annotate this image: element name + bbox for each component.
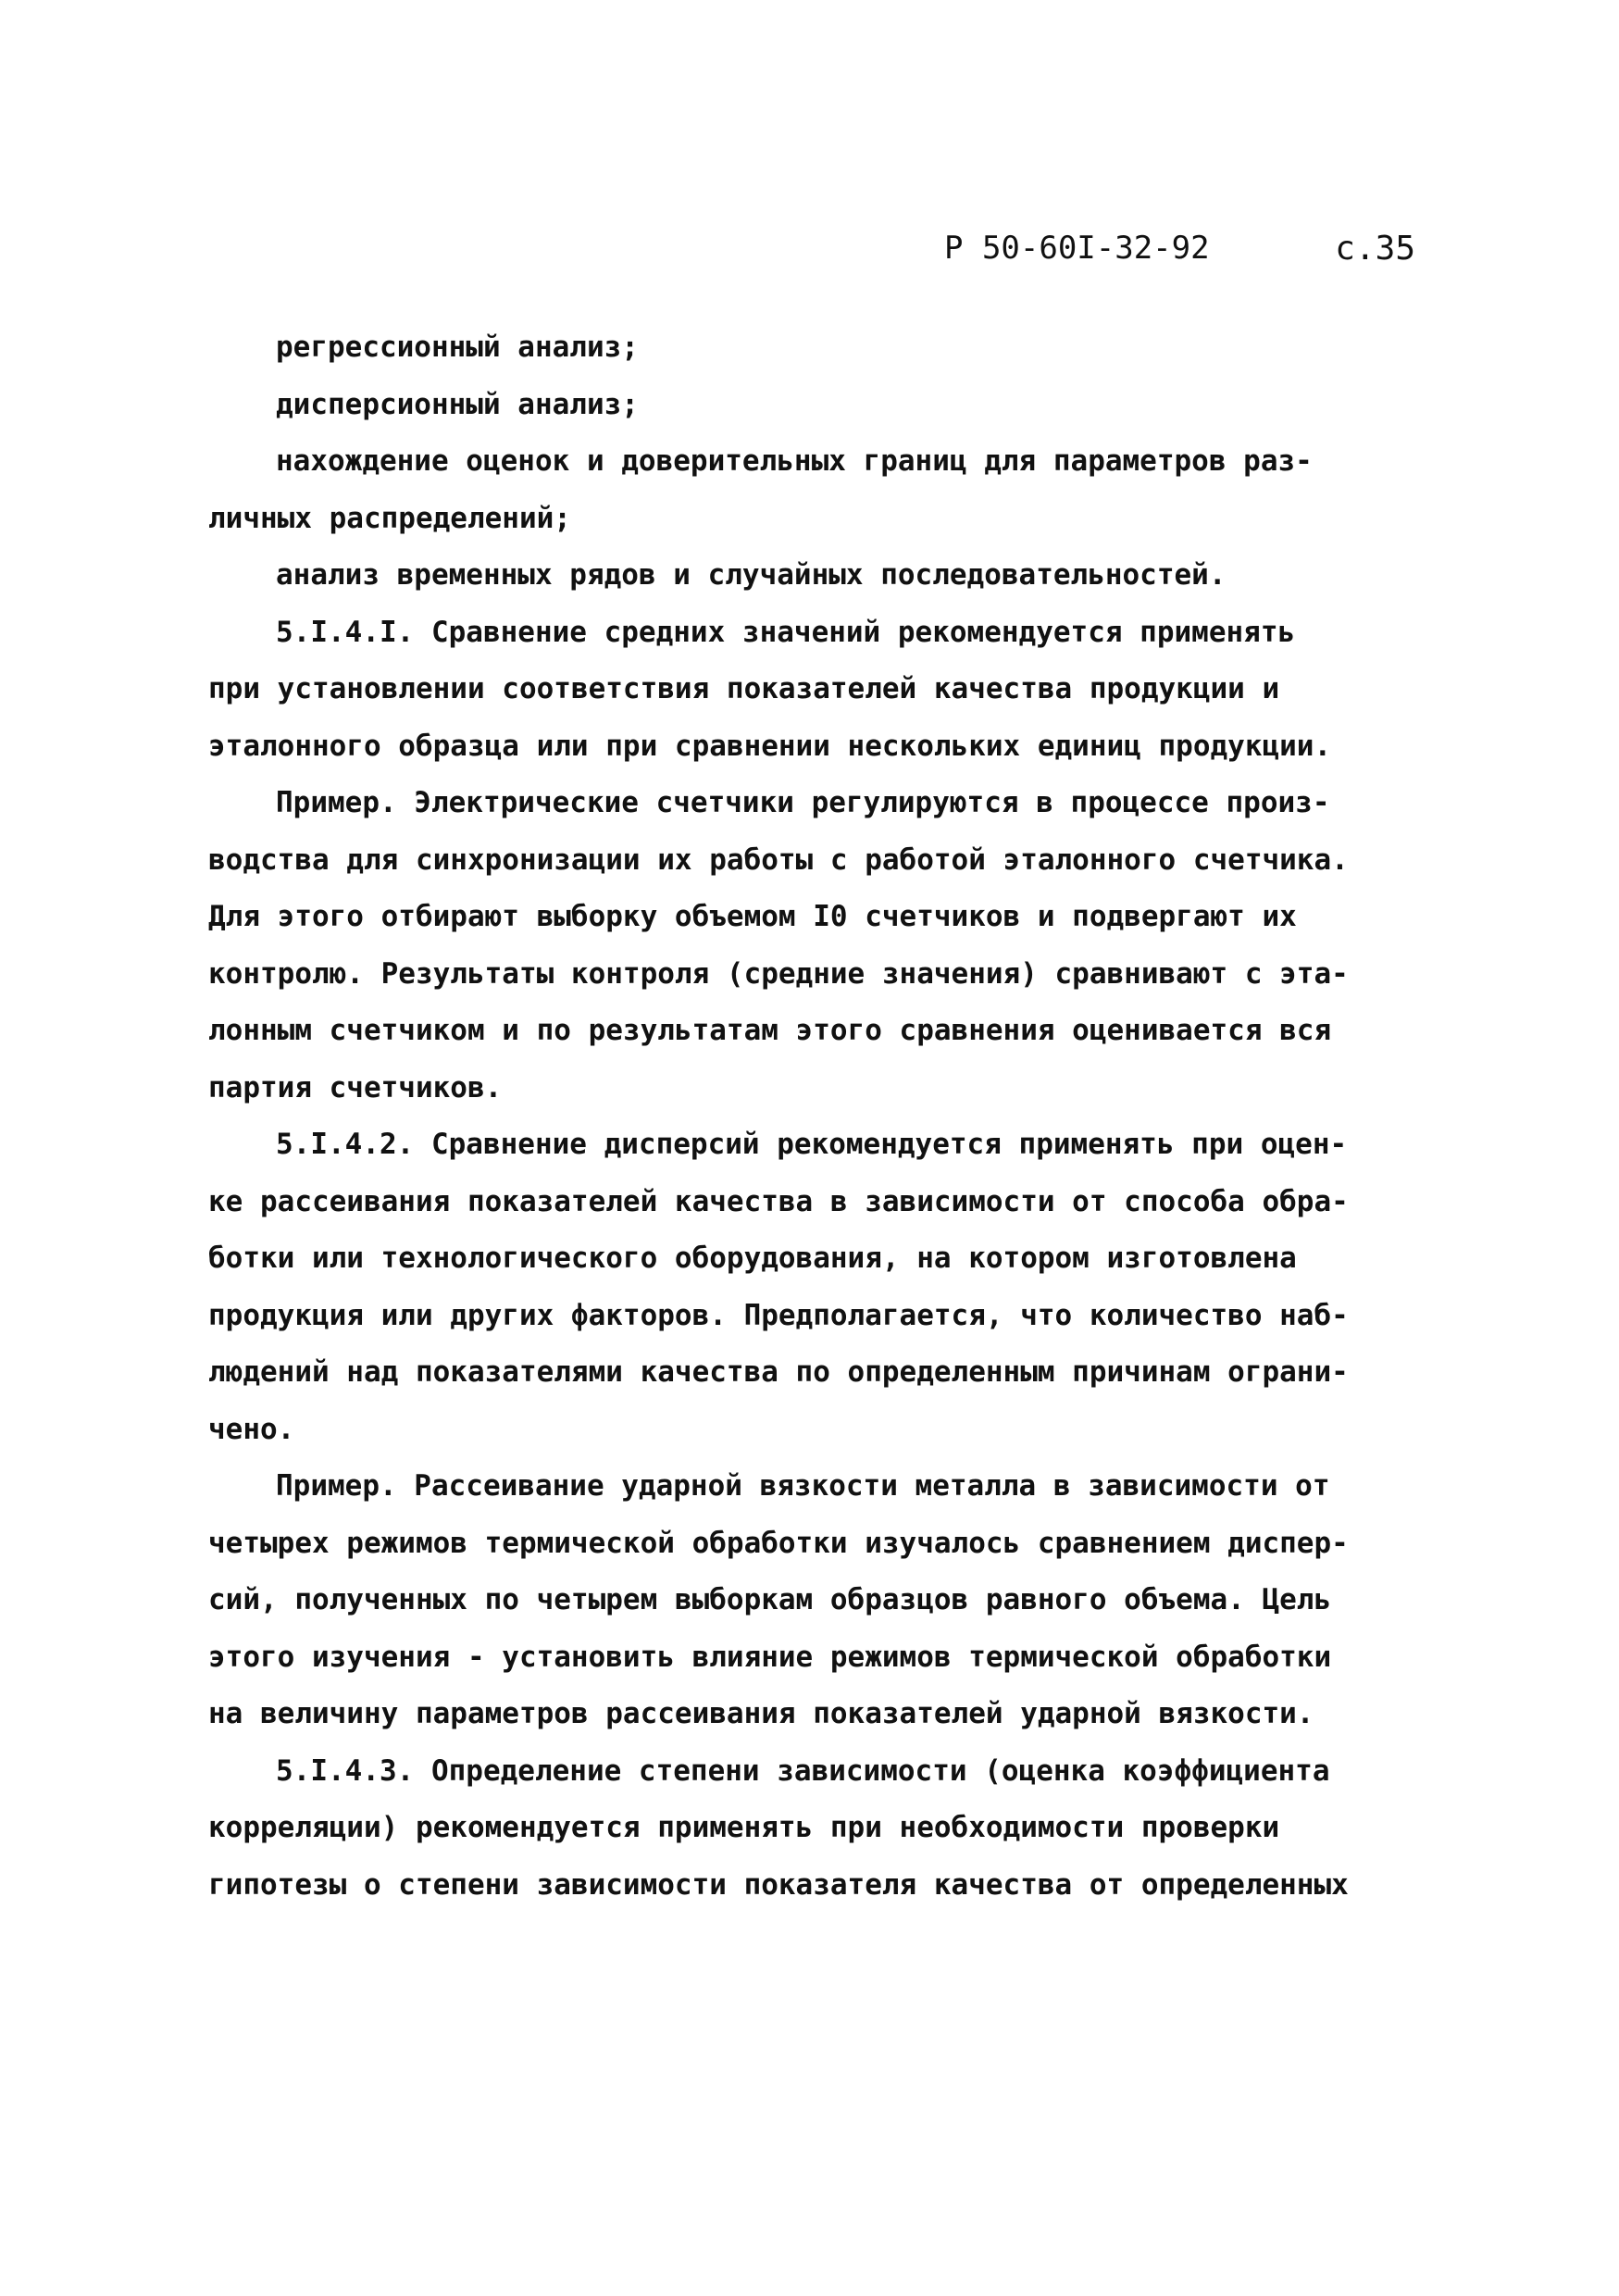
text-line: эталонного образца или при сравнении нескольких единиц продукции. (208, 729, 1332, 763)
text-line: на величину параметров рассеивания показателей ударной вязкости. (208, 1697, 1314, 1730)
document-body (208, 319, 1412, 1914)
text-line: этого изучения - установить влияние режимов термической обработки (208, 1640, 1332, 1674)
text-line: людений над показателями качества по определенным причинам ограни- (208, 1355, 1349, 1389)
text-line: ботки или технологического оборудования, на котором изготовлена (208, 1242, 1297, 1275)
text-line: ке рассеивания показателей качества в зависимости от способа обра- (208, 1184, 1349, 1218)
text-line: личных распределений; (208, 501, 571, 535)
text-line: при установлении соответствия показателей качества продукции и (208, 672, 1280, 705)
paragraph-start: 5.I.4.I. Сравнение средних значений рекомендуется применять (276, 615, 1296, 649)
text-line: регрессионный анализ; (276, 331, 639, 364)
example-start: Пример. Электрические счетчики регулируются в процессе произ- (276, 786, 1330, 819)
page-header (944, 230, 1415, 276)
example-start: Пример. Рассеивание ударной вязкости металла в зависимости от (276, 1469, 1330, 1503)
text-line: водства для синхронизации их работы с работой эталонного счетчика. (208, 842, 1349, 877)
text-line: сий, полученных по четырем выборкам образцов равного объема. Цель (208, 1583, 1332, 1616)
text-line: гипотезы о степени зависимости показателя качества от определенных (208, 1867, 1349, 1902)
text-line: чено. (208, 1412, 295, 1446)
paragraph-start: 5.I.4.3. Определение степени зависимости (оценка коэффициента (276, 1753, 1330, 1788)
text-line: анализ временных рядов и случайных последовательностей. (276, 558, 1227, 592)
text-line: Для этого отбирают выборку объемом I0 счетчиков и подвергают их (208, 900, 1297, 933)
text-line: корреляции) рекомендуется применять при необходимости проверки (208, 1811, 1280, 1844)
document-code: Р 50-60I-32-92 (944, 230, 1210, 267)
text-line: продукция или других факторов. Предполагается, что количество наб- (208, 1298, 1349, 1332)
text-line: нахождение оценок и доверительных границ для параметров раз- (276, 444, 1313, 478)
text-line: четырех режимов термической обработки изучалось сравнением диспер- (208, 1526, 1349, 1560)
text-line: контролю. Результаты контроля (средние значения) сравнивают с эта- (208, 956, 1349, 991)
paragraph-start: 5.I.4.2. Сравнение дисперсий рекомендуется применять при оцен- (276, 1128, 1348, 1161)
text-line: партия счетчиков. (208, 1070, 503, 1104)
text-line: лонным счетчиком и по результатам этого сравнения оценивается вся (208, 1014, 1332, 1047)
page-number: с.35 (1335, 230, 1415, 268)
text-line: дисперсионный анализ; (276, 387, 639, 421)
